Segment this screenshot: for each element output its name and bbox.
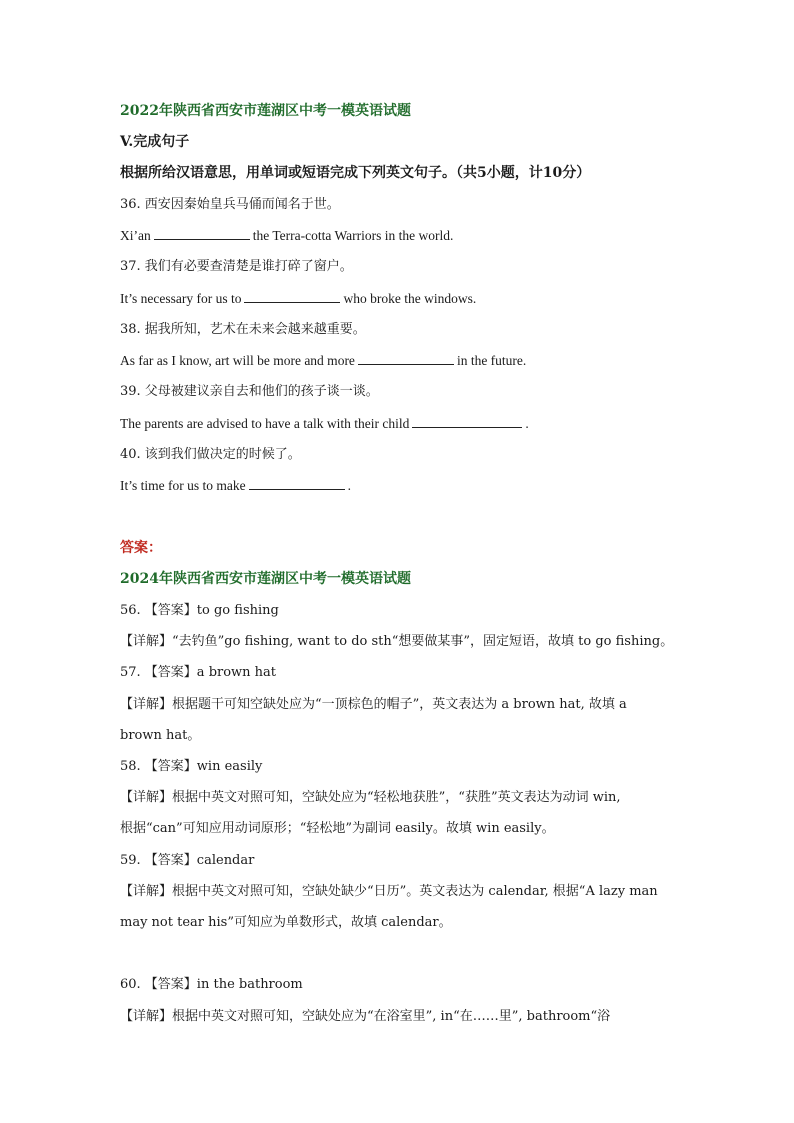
question-text-before: The parents are advised to have a talk with their child [120, 416, 410, 431]
answer-blank-40[interactable] [249, 476, 345, 490]
question-37-english [120, 289, 476, 309]
question-text-after: . [347, 478, 351, 493]
question-text-after: . [525, 416, 529, 431]
exam-title-2024: 2024年陕西省西安市莲湖区中考一模英语试题 [120, 571, 411, 587]
question-37-chinese: 37. 我们有必要查清楚是谁打碎了窗户。 [120, 259, 353, 274]
explanation-line: 根据“can”可知应用动词原形；“轻松地”为副词 easily。故填 win easily。 [120, 821, 555, 836]
instruction-text: 根据所给汉语意思，用单词或短语完成下列英文句子。（共5小题，计10分） [120, 165, 591, 181]
answer-line: 57. 【答案】a brown hat [120, 665, 277, 680]
explanation-line: brown hat。 [120, 728, 201, 743]
question-38-english [120, 351, 526, 371]
question-36-chinese: 36. 西安因秦始皇兵马俑而闻名于世。 [120, 197, 340, 212]
explanation-line: 【详解】“去钓鱼”go fishing, want to do sth“想要做某事”，固定短语，故填 to go fishing。 [120, 634, 674, 649]
question-text-after: who broke the windows. [343, 291, 477, 306]
question-text-before: It’s time for us to make [120, 478, 246, 493]
question-text-after: the Terra-cotta Warriors in the world. [252, 228, 454, 243]
explanation-line: 【详解】根据中英文对照可知，空缺处缺少“日历”。英文表达为 calendar, 根据“A lazy man [120, 884, 658, 899]
question-40-english [120, 476, 351, 496]
question-36-english [120, 226, 453, 246]
question-text-before: Xi’an [120, 228, 151, 243]
answer-label: 答案： [120, 540, 162, 556]
answer-line: 59. 【答案】calendar [120, 853, 255, 868]
question-text-before: It’s necessary for us to [120, 291, 242, 306]
exam-title-2022: 2022年陕西省西安市莲湖区中考一模英语试题 [120, 103, 411, 119]
question-39-chinese: 39. 父母被建议亲自去和他们的孩子谈一谈。 [120, 384, 379, 399]
explanation-line: 【详解】根据题干可知空缺处应为“一顶棕色的帽子”，英文表达为 a brown hat, 故填 a [120, 697, 627, 712]
question-38-chinese: 38. 据我所知，艺术在未来会越来越重要。 [120, 322, 366, 337]
answer-blank-39[interactable] [412, 414, 522, 428]
answer-line: 56. 【答案】to go fishing [120, 603, 279, 618]
answer-blank-37[interactable] [244, 289, 340, 303]
question-40-chinese: 40. 该到我们做决定的时候了。 [120, 447, 301, 462]
answer-line: 60. 【答案】in the bathroom [120, 977, 303, 992]
question-text-after: in the future. [456, 353, 527, 368]
answer-blank-36[interactable] [154, 226, 250, 240]
answer-blank-38[interactable] [358, 351, 454, 365]
explanation-line: 【详解】根据中英文对照可知，空缺处应为“轻松地获胜”，“获胜”英文表达为动词 win, [120, 790, 621, 805]
section-heading: V.完成句子 [120, 134, 190, 150]
explanation-line: 【详解】根据中英文对照可知，空缺处应为“在浴室里”, in“在……里”, bathroom“浴 [120, 1009, 611, 1024]
question-text-before: As far as I know, art will be more and more [120, 353, 355, 368]
answer-line: 58. 【答案】win easily [120, 759, 263, 774]
explanation-line: may not tear his”可知应为单数形式，故填 calendar。 [120, 915, 452, 930]
question-39-english [120, 414, 529, 434]
